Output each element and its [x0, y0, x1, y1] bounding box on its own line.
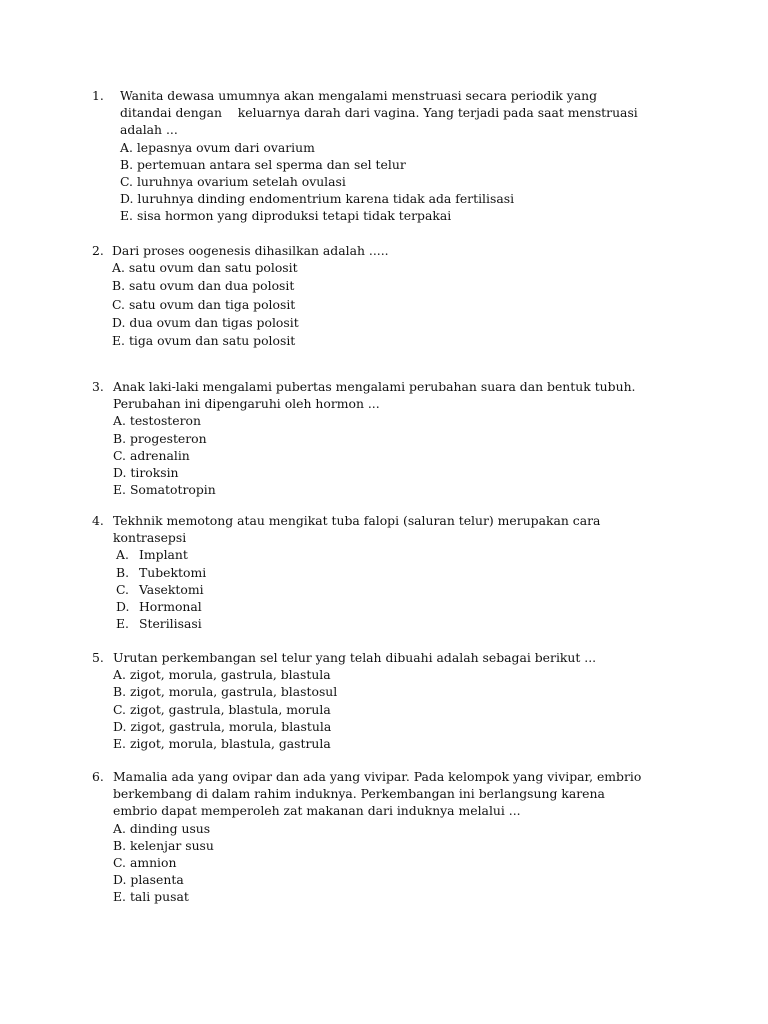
answer-options: [113, 820, 692, 906]
answer-option: [113, 735, 692, 752]
question-text-line: Perubahan ini dipengaruhi oleh hormon ...: [113, 396, 380, 412]
answer-option: [113, 683, 692, 700]
answer-option: [113, 701, 692, 718]
option-text: Implant: [139, 547, 188, 563]
answer-option: [112, 296, 692, 314]
option-text: dinding usus: [129, 820, 211, 836]
answer-option: [112, 277, 692, 295]
question-text-line: embrio dapat memperoleh zat makanan dari induknya melalui ...: [113, 803, 521, 819]
option-text: plasenta: [130, 872, 184, 888]
option-text: sisa hormon yang diproduksi tetapi tidak terpakai: [136, 208, 452, 224]
question-number: 6.: [92, 769, 104, 784]
option-text: Tubektomi: [139, 564, 207, 580]
option-label: A.: [113, 413, 126, 429]
option-text: progesteron: [130, 430, 207, 446]
option-label: B.: [113, 430, 127, 446]
question-text-line: Urutan perkembangan sel telur yang telah dibuahi adalah sebagai berikut ...: [113, 650, 597, 665]
option-text: adrenalin: [129, 447, 190, 463]
option-text: satu ovum dan satu polosit: [128, 260, 298, 276]
option-text: Hormonal: [139, 599, 202, 615]
option-label: E.: [120, 208, 133, 224]
answer-option: [120, 139, 692, 156]
option-label: D.: [120, 191, 134, 207]
answer-option: [113, 481, 692, 498]
option-label: E.: [113, 736, 126, 752]
answer-options: [116, 546, 692, 632]
option-text: zigot, gastrula, blastula, morula: [129, 701, 331, 717]
question-text-line: Mamalia ada yang ovipar dan ada yang vivipar. Pada kelompok yang vivipar, embrio: [113, 769, 642, 784]
answer-option: [113, 871, 692, 888]
answer-option: [113, 820, 692, 837]
option-text: testosteron: [129, 413, 201, 429]
question-1: [92, 87, 692, 225]
option-text: satu ovum dan dua polosit: [129, 278, 295, 294]
option-label: E.: [112, 333, 125, 349]
answer-option: [116, 564, 692, 581]
option-label: C.: [113, 701, 126, 717]
answer-option: [113, 412, 692, 429]
option-label: C.: [120, 174, 133, 190]
option-label: C.: [113, 447, 126, 463]
option-label: A.: [116, 547, 129, 563]
question-text-line: kontrasepsi: [113, 530, 187, 546]
answer-option: [116, 546, 692, 563]
option-label: B.: [120, 156, 134, 172]
question-6: [92, 768, 692, 906]
option-label: B.: [113, 684, 127, 700]
answer-option: [120, 190, 692, 207]
answer-option: [113, 888, 692, 905]
option-label: E.: [116, 616, 129, 632]
option-label: A.: [120, 139, 133, 155]
option-label: D.: [116, 599, 130, 615]
answer-option: [113, 464, 692, 481]
answer-option: [113, 430, 692, 447]
question-number: 4.: [92, 513, 104, 528]
option-text: zigot, morula, gastrula, blastosul: [130, 684, 338, 700]
answer-option: [120, 156, 692, 173]
option-label: B.: [113, 837, 127, 853]
option-text: tiroksin: [130, 465, 179, 481]
option-label: C.: [113, 855, 126, 871]
option-text: luruhnya dinding endomentrium karena tidak ada fertilisasi: [137, 191, 515, 207]
answer-option: [113, 666, 692, 683]
option-text: zigot, morula, blastula, gastrula: [129, 736, 331, 752]
option-text: satu ovum dan tiga polosit: [128, 296, 296, 312]
question-text-line: berkembang di dalam rahim induknya. Perkembangan ini berlangsung karena: [113, 786, 605, 802]
option-label: D.: [113, 872, 127, 888]
option-text: zigot, morula, gastrula, blastula: [129, 667, 331, 683]
option-label: A.: [113, 820, 126, 836]
question-number: 1.: [92, 88, 104, 103]
answer-option: [112, 332, 692, 350]
answer-option: [112, 259, 692, 277]
option-label: E.: [113, 889, 126, 905]
question-text-line: Dari proses oogenesis dihasilkan adalah .....: [112, 243, 389, 258]
option-text: zigot, gastrula, morula, blastula: [130, 718, 332, 734]
option-text: kelenjar susu: [130, 837, 214, 853]
question-text-line: adalah ...: [120, 122, 178, 138]
option-text: Sterilisasi: [139, 616, 202, 632]
option-label: D.: [113, 465, 127, 481]
answer-option: [116, 598, 692, 615]
question-text-line: Tekhnik memotong atau mengikat tuba falopi (saluran telur) merupakan cara: [113, 513, 601, 528]
option-label: D.: [113, 718, 127, 734]
answer-options: [113, 666, 692, 752]
option-label: C.: [112, 296, 125, 312]
question-4: [92, 512, 692, 632]
answer-options: [113, 412, 692, 498]
option-label: E.: [113, 482, 126, 498]
option-label: A.: [113, 667, 126, 683]
option-text: lepasnya ovum dari ovarium: [136, 139, 315, 155]
answer-option: [113, 837, 692, 854]
answer-option: [120, 173, 692, 190]
answer-options: [120, 139, 692, 225]
option-text: Somatotropin: [129, 482, 216, 498]
option-text: tiga ovum dan satu polosit: [128, 333, 296, 349]
answer-option: [113, 447, 692, 464]
answer-option: [116, 615, 692, 632]
question-3: [92, 378, 692, 498]
option-text: Vasektomi: [139, 581, 204, 597]
question-text-line: Anak laki-laki mengalami pubertas mengalami perubahan suara dan bentuk tubuh.: [113, 379, 636, 394]
option-text: pertemuan antara sel sperma dan sel telur: [137, 156, 406, 172]
option-label: D.: [112, 314, 126, 330]
answer-option: [113, 718, 692, 735]
answer-option: [112, 314, 692, 332]
option-text: luruhnya ovarium setelah ovulasi: [136, 174, 346, 190]
question-5: [92, 649, 692, 752]
question-2: [92, 242, 692, 350]
option-label: A.: [112, 260, 125, 276]
answer-option: [113, 854, 692, 871]
question-number: 5.: [92, 650, 104, 665]
answer-option: [116, 581, 692, 598]
question-number: 2.: [92, 243, 104, 258]
option-text: tali pusat: [129, 889, 189, 905]
option-label: B.: [116, 564, 130, 580]
option-text: dua ovum dan tigas polosit: [129, 314, 299, 330]
option-text: amnion: [129, 855, 177, 871]
question-text-line: Wanita dewasa umumnya akan mengalami menstruasi secara periodik yang: [120, 88, 598, 103]
answer-option: [120, 207, 692, 224]
question-text-line: ditandai dengan keluarnya darah dari vagina. Yang terjadi pada saat menstruasi: [120, 105, 638, 121]
option-label: B.: [112, 278, 126, 294]
answer-options: [112, 259, 692, 350]
question-number: 3.: [92, 379, 104, 394]
option-label: C.: [116, 581, 129, 597]
